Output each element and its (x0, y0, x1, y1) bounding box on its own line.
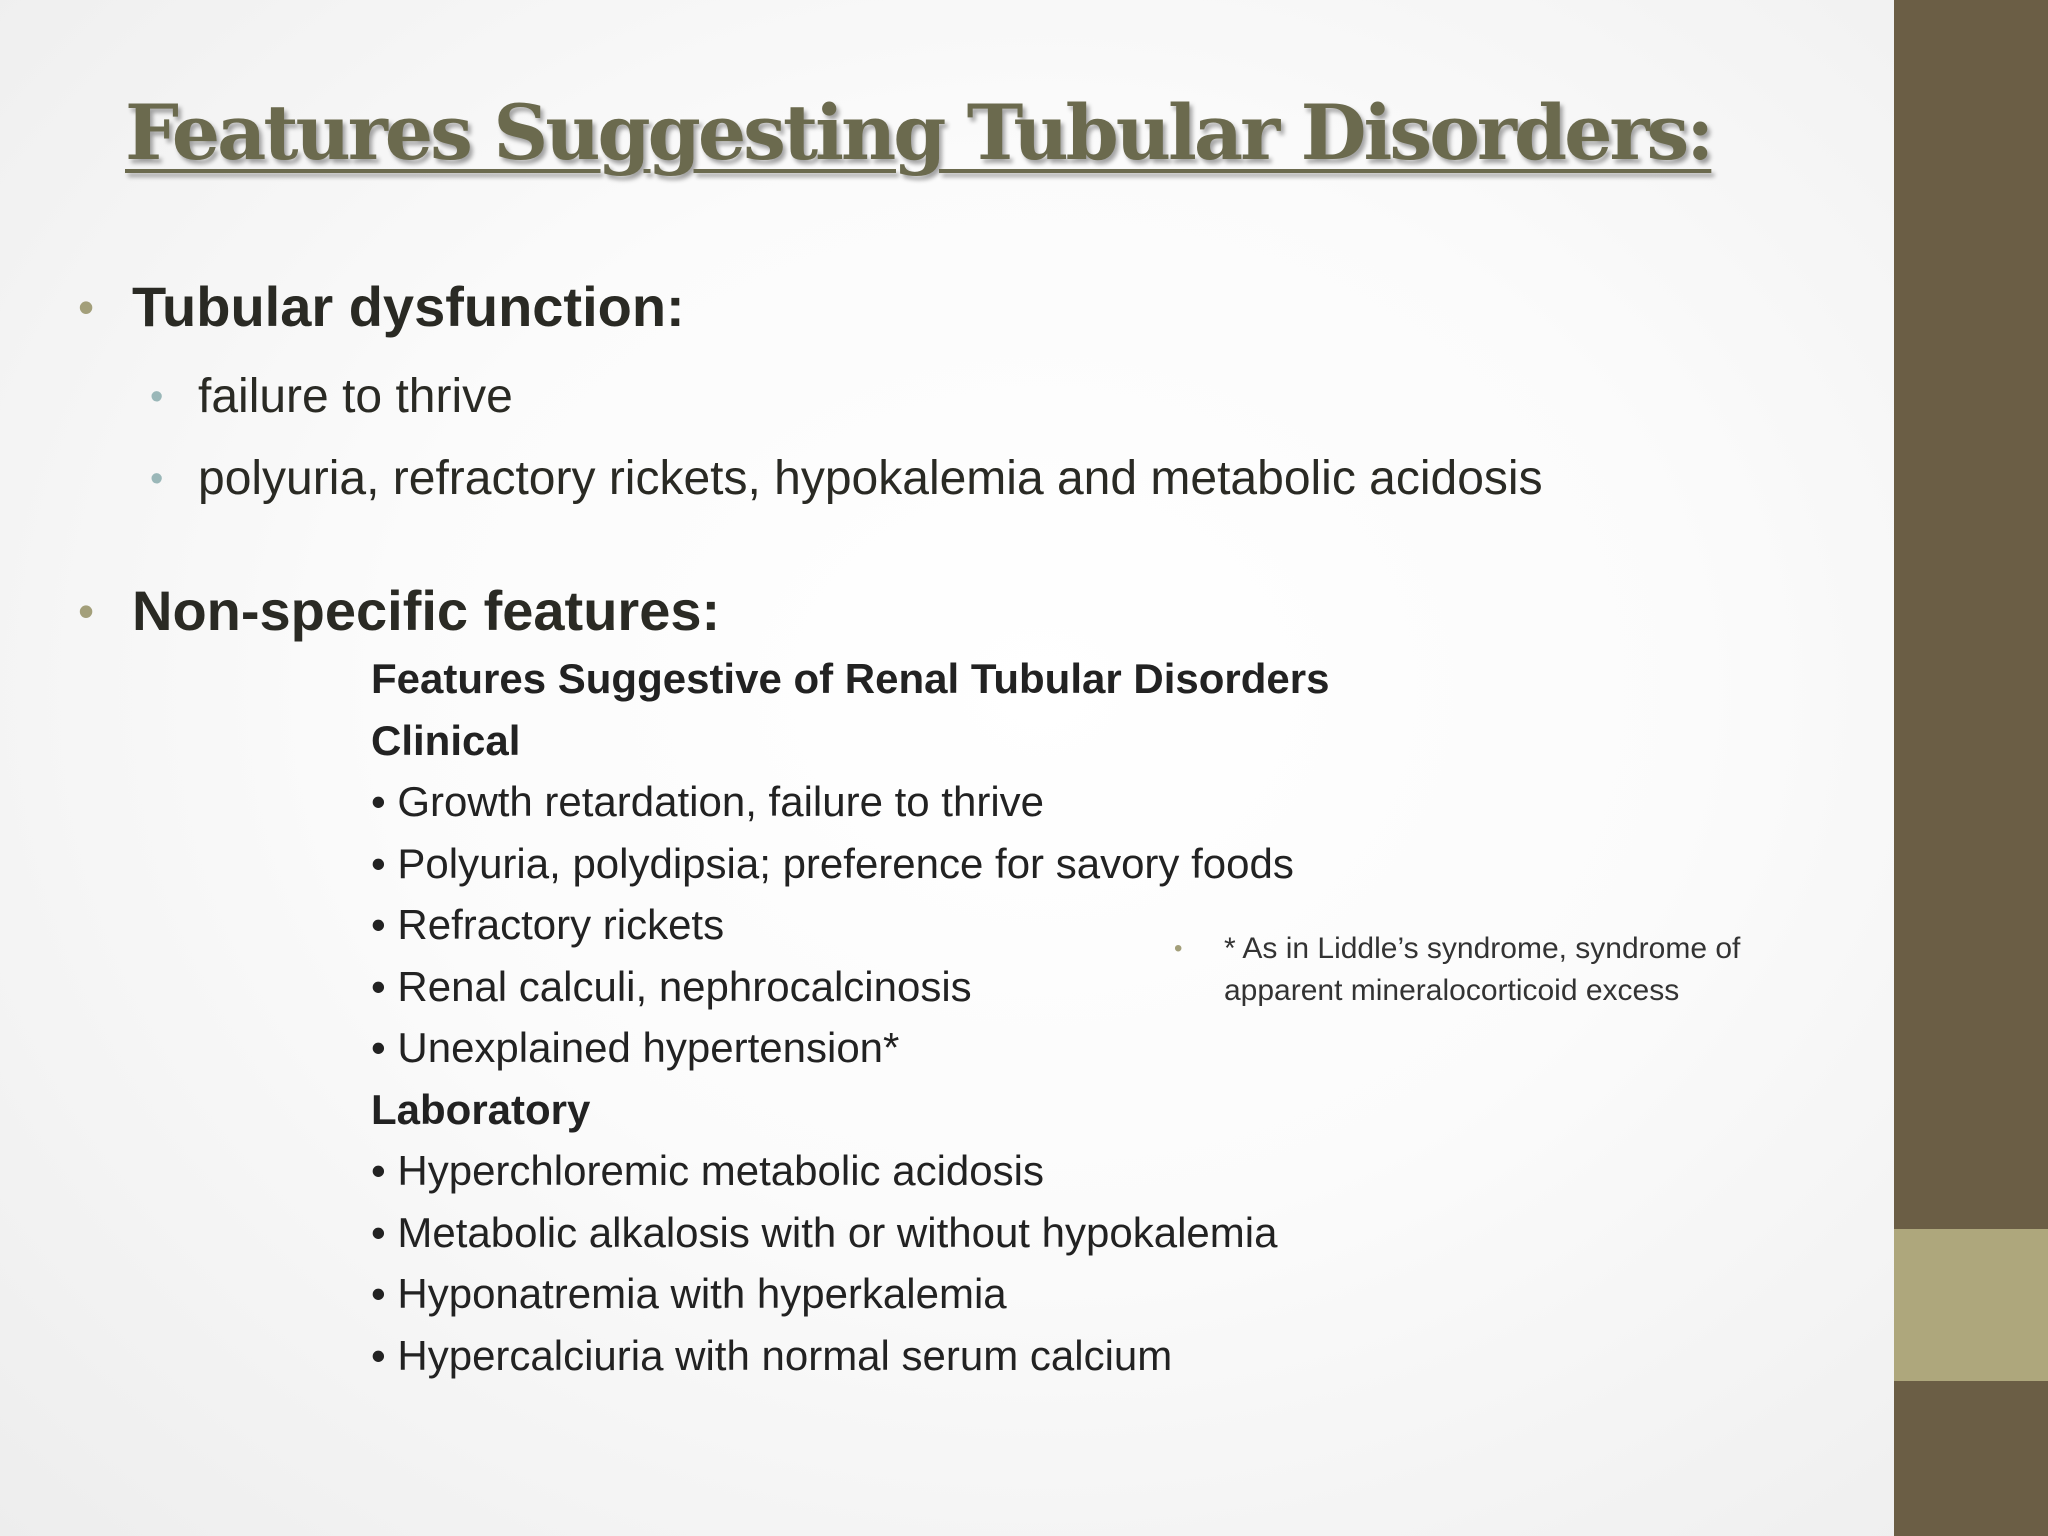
laboratory-item: • Metabolic alkalosis with or without hypokalemia (371, 1208, 1278, 1256)
bullet-tubular-dysfunction (78, 275, 685, 338)
sub-bullet-failure-to-thrive (150, 369, 513, 425)
laboratory-item: • Hyponatremia with hyperkalemia (371, 1270, 1007, 1317)
features-box-heading: Features Suggestive of Renal Tubular Disorders (371, 655, 1330, 702)
clinical-item: • Refractory rickets (371, 901, 725, 948)
bullet-dot-icon: • (150, 376, 164, 418)
bullet-dot-icon: • (78, 585, 95, 637)
laboratory-item: • Hypercalciuria with normal serum calcium (371, 1331, 1173, 1379)
clinical-item: • Polyuria, polydipsia; preference for savory foods (371, 839, 1294, 887)
clinical-heading: Clinical (371, 716, 521, 764)
laboratory-item: • Hyperchloremic metabolic acidosis (371, 1147, 1044, 1194)
clinical-item: • Unexplained hypertension* (371, 1024, 900, 1071)
bullet-dot-icon: • (1174, 935, 1183, 962)
slide-title: Features Suggesting Tubular Disorders: (125, 88, 1712, 177)
sub-bullet-label: polyuria, refractory rickets, hypokalemia and metabolic acidosis (198, 452, 1543, 505)
sub-bullet-label: failure to thrive (198, 370, 513, 423)
side-bar-accent (1894, 1229, 2048, 1381)
bullet-label: Non-specific features: (132, 579, 721, 642)
clinical-item: • Growth retardation, failure to thrive (371, 778, 1045, 825)
features-box (371, 648, 1329, 1386)
bullet-non-specific-features (78, 579, 721, 642)
footnote-line: apparent mineralocorticoid excess (1224, 974, 1680, 1007)
bullet-label: Tubular dysfunction: (132, 275, 685, 338)
bullet-dot-icon: • (78, 281, 95, 333)
footnote-line: * As in Liddle’s syndrome, syndrome of (1224, 932, 1741, 965)
bullet-dot-icon: • (150, 458, 164, 500)
clinical-item: • Renal calculi, nephrocalcinosis (371, 962, 972, 1010)
laboratory-heading: Laboratory (371, 1085, 591, 1133)
footnote (1174, 928, 1741, 1012)
sub-bullet-polyuria (150, 451, 1543, 507)
